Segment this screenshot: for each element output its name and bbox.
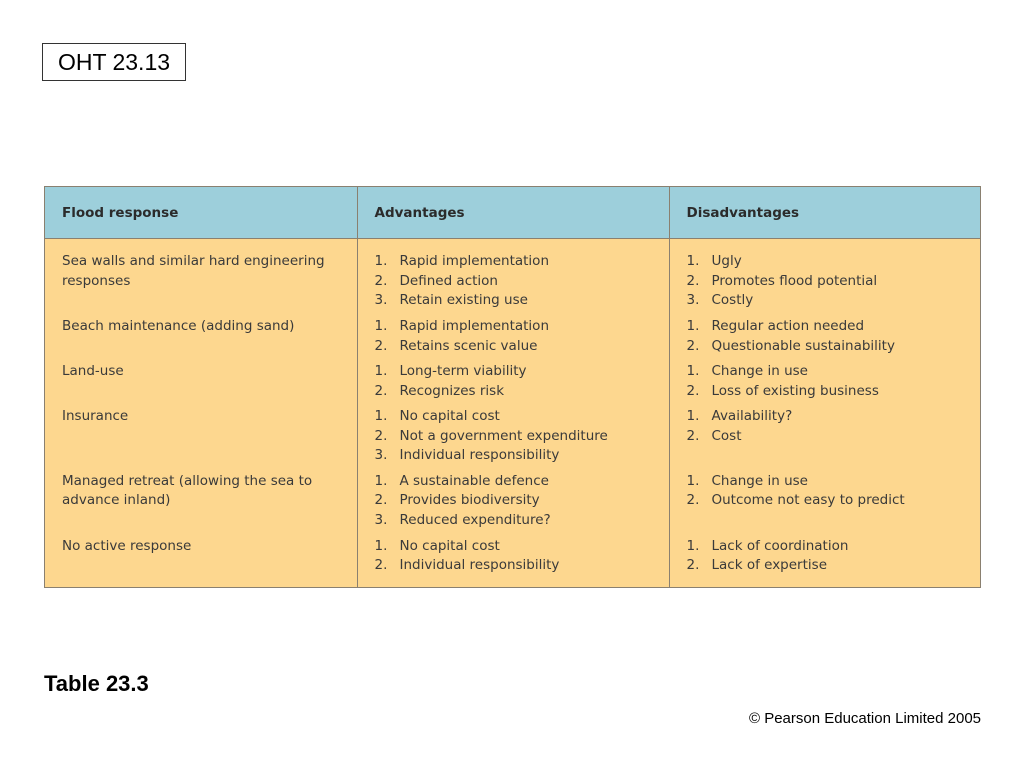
disadvantages-cell [669,362,980,407]
list-number: 1. [374,408,388,425]
slide-label: OHT 23.13 [42,43,186,81]
advantage-item [375,362,659,382]
advantage-item [375,337,659,357]
list-item-text: Lack of expertise [711,557,827,574]
advantage-item [375,511,659,531]
table-row [45,472,980,537]
disadvantage-item [687,407,971,427]
list-number: 2. [686,337,700,354]
list-item-text: Individual responsibility [399,557,560,574]
list-item-text: Availability? [711,408,793,425]
header-advantages: Advantages [357,187,669,239]
list-number: 1. [686,318,700,335]
disadvantages-list [687,252,971,311]
advantage-item [375,272,659,292]
list-item-text: A sustainable defence [399,472,549,489]
list-item-text: Change in use [711,363,808,380]
disadvantage-item [687,362,971,382]
advantages-cell [357,537,669,582]
list-number: 2. [374,492,388,509]
advantages-cell [357,472,669,537]
list-number: 1. [374,472,388,489]
list-number: 1. [686,253,700,269]
list-number: 1. [686,537,700,554]
advantages-cell [357,239,669,318]
list-number: 2. [374,272,388,289]
flood-response-table [45,187,980,587]
advantages-list [375,407,659,466]
filler-cell [669,582,980,587]
list-number: 3. [374,292,388,308]
copyright-notice: © Pearson Education Limited 2005 [748,710,981,727]
list-number: 2. [686,382,700,399]
disadvantage-item [687,252,971,272]
list-number: 1. [374,363,388,380]
advantages-cell [357,362,669,407]
disadvantages-cell [669,537,980,582]
list-item-text: Cost [711,427,742,444]
flood-response-cell: No active response [45,537,357,582]
list-number: 2. [374,557,388,574]
disadvantages-cell [669,472,980,537]
table-row [45,362,980,407]
list-item-text: No capital cost [399,408,500,425]
list-item-text: Retain existing use [399,292,528,308]
list-item-text: Not a government expenditure [399,427,608,444]
flood-response-cell: Beach maintenance (adding sand) [45,317,357,362]
advantage-item [375,252,659,272]
advantage-item [375,446,659,466]
disadvantage-item [687,317,971,337]
disadvantages-list [687,407,971,446]
advantage-item [375,472,659,492]
disadvantage-item [687,491,971,511]
filler-cell [45,582,357,587]
list-item-text: Recognizes risk [399,382,505,399]
advantage-item [375,491,659,511]
list-item-text: Rapid implementation [399,318,550,335]
flood-response-cell: Insurance [45,407,357,472]
disadvantages-list [687,472,971,511]
disadvantages-list [687,362,971,401]
list-item-text: Questionable sustainability [711,337,895,354]
advantages-list [375,537,659,576]
list-number: 2. [686,557,700,574]
disadvantage-item [687,537,971,557]
list-number: 2. [686,492,700,509]
list-number: 1. [686,408,700,425]
list-item-text: Defined action [399,272,498,289]
advantage-item [375,382,659,402]
list-number: 1. [374,253,388,269]
disadvantages-cell [669,407,980,472]
table-row [45,537,980,582]
list-item-text: Retains scenic value [399,337,538,354]
list-number: 1. [686,363,700,380]
list-item-text: Promotes flood potential [711,272,878,289]
advantages-list [375,317,659,356]
advantage-item [375,556,659,576]
disadvantage-item [687,382,971,402]
table-body [45,239,980,588]
list-number: 2. [686,272,700,289]
disadvantages-list [687,537,971,576]
flood-response-cell: Managed retreat (allowing the sea to advance inland) [45,472,357,537]
disadvantage-item [687,427,971,447]
list-number: 3. [374,511,388,528]
flood-response-table-container [44,186,981,588]
list-item-text: No capital cost [399,537,500,554]
flood-response-cell: Sea walls and similar hard engineering responses [45,239,357,318]
disadvantage-item [687,472,971,492]
table-filler-row [45,582,980,587]
list-item-text: Individual responsibility [399,447,560,464]
advantage-item [375,317,659,337]
list-item-text: Change in use [711,472,808,489]
disadvantage-item [687,337,971,357]
advantage-item [375,407,659,427]
table-row [45,317,980,362]
table-row [45,407,980,472]
advantages-list [375,362,659,401]
list-number: 1. [374,318,388,335]
list-item-text: Lack of coordination [711,537,849,554]
list-item-text: Outcome not easy to predict [711,492,905,509]
disadvantages-cell [669,317,980,362]
table-caption: Table 23.3 [44,671,149,696]
list-number: 3. [374,447,388,464]
list-number: 2. [374,337,388,354]
list-number: 2. [374,382,388,399]
table-row [45,239,980,318]
list-item-text: Costly [711,292,754,308]
list-item-text: Long-term viability [399,363,527,380]
disadvantage-item [687,291,971,311]
disadvantage-item [687,556,971,576]
list-item-text: Reduced expenditure? [399,511,551,528]
advantages-cell [357,407,669,472]
advantage-item [375,291,659,311]
table-header-row [45,187,980,239]
header-flood-response: Flood response [45,187,357,239]
list-item-text: Loss of existing business [711,382,879,399]
header-disadvantages: Disadvantages [669,187,980,239]
filler-cell [357,582,669,587]
disadvantages-list [687,317,971,356]
disadvantages-cell [669,239,980,318]
list-number: 2. [686,427,700,444]
advantages-cell [357,317,669,362]
disadvantage-item [687,272,971,292]
advantages-list [375,472,659,531]
list-number: 3. [686,292,700,308]
list-number: 1. [686,472,700,489]
list-item-text: Ugly [711,253,742,269]
flood-response-cell: Land-use [45,362,357,407]
list-item-text: Rapid implementation [399,253,550,269]
advantage-item [375,427,659,447]
advantages-list [375,252,659,311]
list-number: 2. [374,427,388,444]
advantage-item [375,537,659,557]
list-number: 1. [374,537,388,554]
list-item-text: Regular action needed [711,318,865,335]
list-item-text: Provides biodiversity [399,492,540,509]
